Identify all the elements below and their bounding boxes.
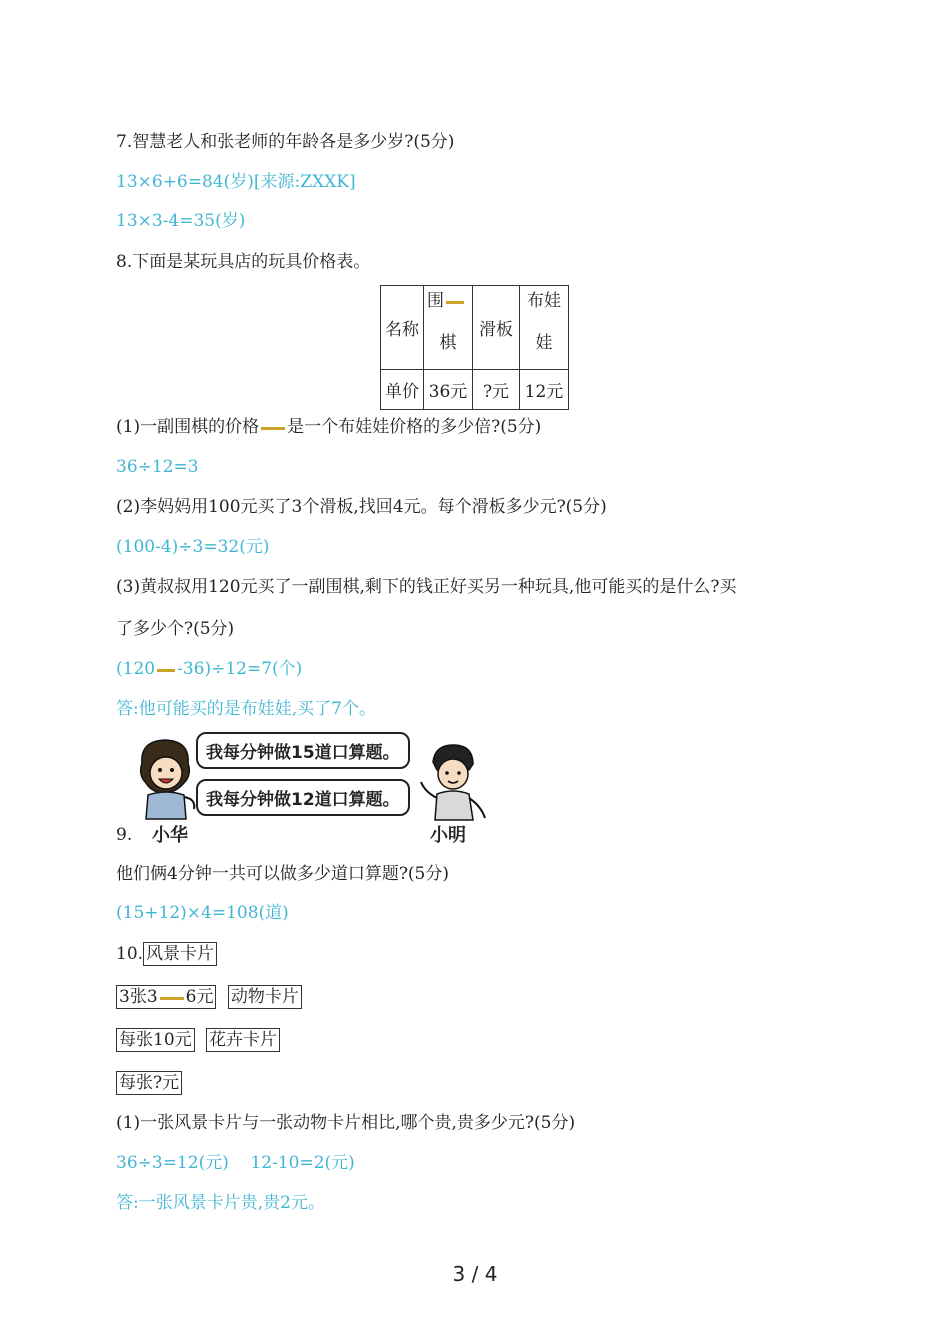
- speech-bubble-xiaoming: 我每分钟做12道口算题。: [196, 779, 410, 816]
- table-cell-weiqi: [424, 286, 473, 370]
- q8-part1-b: 是一个布娃娃价格的多少倍?(5分): [287, 417, 542, 437]
- speech-bubble-xiaohua: 我每分钟做15道口算题。: [196, 732, 410, 769]
- q10-line2: [116, 985, 302, 1009]
- name-xiaoming: 小明: [430, 825, 466, 846]
- highlight-mark: [160, 997, 184, 1000]
- q10-number: 10.: [116, 944, 144, 964]
- q8-part1: [116, 416, 541, 438]
- q9-number: 9.: [116, 825, 133, 845]
- price-weiqi: 36元: [424, 370, 473, 410]
- q8-part2-answer: (100-4)÷3=32(元): [116, 537, 270, 557]
- q8-part3-line1: (3)黄叔叔用120元买了一副围棋,剩下的钱正好买另一种玩具,他可能买的是什么?买: [116, 577, 737, 597]
- q7-question: 7.智慧老人和张老师的年龄各是多少岁?(5分): [116, 132, 455, 152]
- q10-line1: [116, 942, 217, 966]
- highlight-mark: [446, 301, 464, 304]
- card-scenery-price-b: 6元: [185, 987, 214, 1007]
- q10-part1: (1)一张风景卡片与一张动物卡片相比,哪个贵,贵多少元?(5分): [116, 1113, 576, 1133]
- q10-line4: [116, 1071, 182, 1095]
- highlight-mark: [157, 669, 175, 672]
- table-header-name: 名称: [381, 286, 424, 370]
- q7-answer-1: 13×6+6=84(岁)[来源:ZXXK]: [116, 172, 356, 192]
- q8-part3-line2: 了多少个?(5分): [116, 619, 235, 639]
- q8-part3-answer-a: (120: [116, 659, 156, 679]
- q8-part3-answer-2: 答:他可能买的是布娃娃,买了7个。: [116, 699, 376, 719]
- q8-part2: (2)李妈妈用100元买了3个滑板,找回4元。每个滑板多少元?(5分): [116, 497, 607, 517]
- q9-question: 他们俩4分钟一共可以做多少道口算题?(5分): [116, 864, 450, 884]
- q10-part1-answer: 36÷3=12(元) 12-10=2(元): [116, 1153, 355, 1173]
- price-skateboard: ?元: [473, 370, 520, 410]
- q8-intro: 8.下面是某玩具店的玩具价格表。: [116, 252, 371, 272]
- highlight-mark: [261, 427, 285, 430]
- card-scenery-price-a: 3张3: [119, 987, 158, 1007]
- q8-part3-answer-b: -36)÷12=7(个): [177, 659, 303, 679]
- table-cell-skateboard: 滑板: [473, 286, 520, 370]
- boy-xiaohua-illustration: [130, 735, 200, 820]
- card-scenery-price: [116, 985, 216, 1009]
- page-number: 3 / 4: [452, 1262, 498, 1286]
- doll-bottom: 娃: [535, 333, 553, 353]
- q10-line3: [116, 1028, 280, 1052]
- q10-part1-answer-2: 答:一张风景卡片贵,贵2元。: [116, 1193, 325, 1213]
- card-animal: 动物卡片: [228, 985, 302, 1009]
- card-flower: 花卉卡片: [206, 1028, 280, 1052]
- q8-part1-answer: 36÷12=3: [116, 457, 199, 477]
- weiqi-top: 围: [427, 291, 444, 311]
- q7-answer-2: 13×3-4=35(岁): [116, 211, 246, 231]
- weiqi-bottom: 棋: [439, 333, 457, 353]
- card-scenery: 风景卡片: [143, 942, 217, 966]
- q9-answer: (15+12)×4=108(道): [116, 903, 289, 923]
- card-flower-price: 每张?元: [116, 1071, 182, 1095]
- table-price-label: 单价: [381, 370, 424, 410]
- card-animal-price: 每张10元: [116, 1028, 195, 1052]
- table-cell-doll: [520, 286, 569, 370]
- q8-part1-a: (1)一副围棋的价格: [116, 417, 260, 437]
- toy-price-table: [380, 285, 569, 410]
- q8-part3-answer: [116, 658, 302, 680]
- doll-top: 布娃: [527, 291, 561, 311]
- boy-xiaoming-illustration: [415, 740, 490, 822]
- price-doll: 12元: [520, 370, 569, 410]
- name-xiaohua: 小华: [152, 825, 188, 846]
